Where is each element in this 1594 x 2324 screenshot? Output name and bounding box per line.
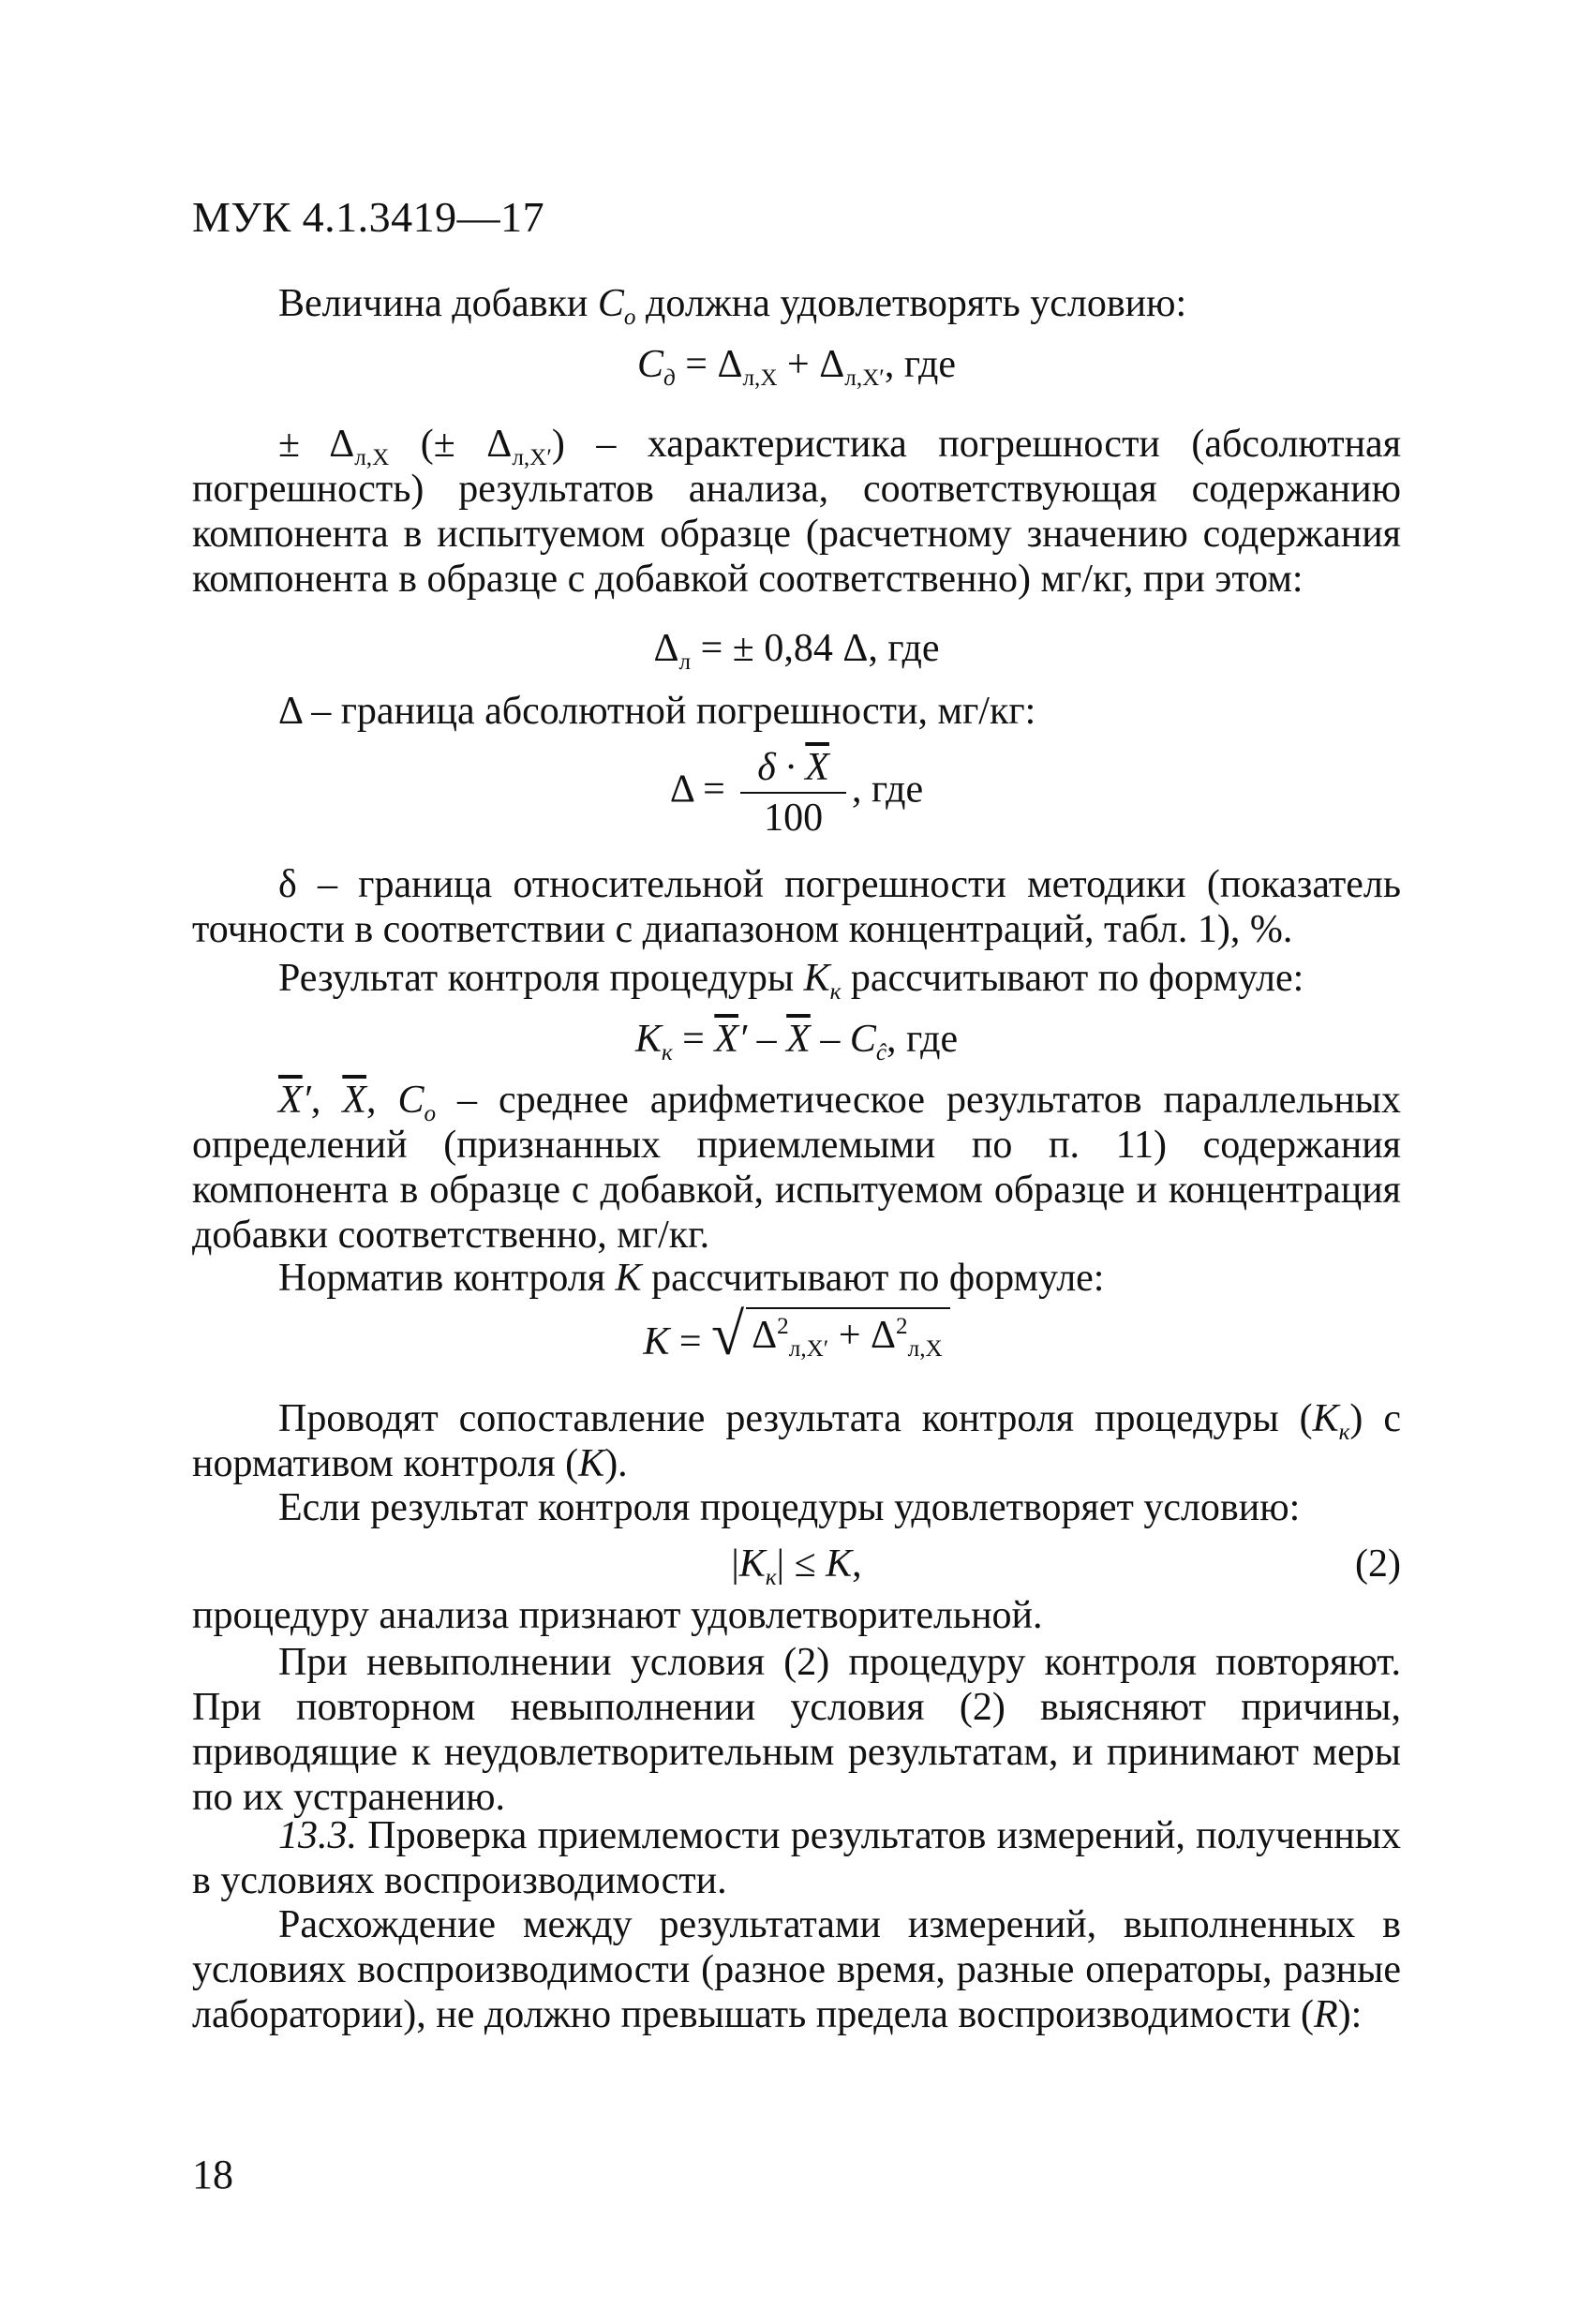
page-number: 18: [192, 2152, 233, 2197]
paragraph-satisfactory: процедуру анализа признают удовлетворительной.: [192, 1594, 1043, 1637]
paragraph-mean-definition: $\overline{X}'$, $\overline{X}$, $C_o$ – среднее арифметическое результатов параллельных определений (признанных приемлемыми по п. 11) содержания компонента в образце с добавкой, испытуемом образце и концентрация добавки соответственно, мг/кг.: [192, 1079, 1402, 1257]
paragraph-control-result: Результат контроля процедуры $K_к$ рассчитывают по формуле:: [278, 957, 1304, 1005]
formula-control-result: $K_к = \overline{X}' - \overline{X} - C_ĉ$, где: [634, 1018, 959, 1065]
formula-addition: $C_д = \Delta_{л,X} + \Delta_{л,X'}$, где: [637, 343, 956, 391]
paragraph-comparison: Проводят сопоставление результата контроля процедуры $(K_к)$ с нормативом контроля (K).: [192, 1397, 1401, 1485]
formula-control-norm: K = √ $\Delta^2_{л,X'} + \Delta^2_{л,X}$: [192, 1307, 1401, 1364]
paragraph-repeat-control: При невыполнении условия (2) процедуру контроля повторяют. При повторном невыполнении условия (2) выясняют причины, приводящие к неудовлетворительным результатам, и принимают меры по их устранению.: [192, 1641, 1401, 1819]
section-number: 13.3.: [278, 1814, 357, 1857]
paragraph-condition: Если результат контроля процедуры удовлетворяет условию:: [278, 1486, 1301, 1529]
formula-condition-2: $|K_к| \le K$, (2): [731, 1542, 1401, 1590]
paragraph-absolute-error: Δ – граница абсолютной погрешности, мг/кг:: [278, 690, 1036, 733]
document-code-header: МУК 4.1.3419—17: [192, 193, 545, 241]
fraction: $\frac{\delta \cdot \overline{X}}{100}$: [740, 745, 846, 841]
paragraph-addition-condition: Величина добавки $C_o$ должна удовлетворять условию:: [278, 282, 1187, 330]
paragraph-relative-error: δ – граница относительной погрешности методики (показатель точности в соответствии с диапазоном концентраций, табл. 1), %.: [192, 863, 1401, 951]
square-root: √ $\Delta^2_{л,X'} + \Delta^2_{л,X}$: [711, 1307, 950, 1358]
paragraph-control-norm: Норматив контроля K рассчитывают по формуле:: [278, 1257, 1105, 1300]
formula-delta-fraction: Δ = $\frac{\delta \cdot \overline{X}}{100}$ , где: [669, 746, 924, 840]
paragraph-section-13-3: 13.3. Проверка приемлемости результатов измерений, полученных в условиях воспроизводимости.: [192, 1814, 1401, 1902]
equation-number: (2): [1355, 1542, 1401, 1586]
formula-delta-l: $\Delta_л$ = ± 0,84 Δ, где: [653, 627, 940, 675]
paragraph-reproducibility: Расхождение между результатами измерений, выполненных в условиях воспроизводимости (разное время, разные операторы, разные лаборатории), не должно превышать предела воспроизводимости (R):: [192, 1903, 1401, 2036]
paragraph-error-characteristic: ± $\Delta_{л,X}$ (± $\Delta_{л,X'}$) – характеристика погрешности (абсолютная погрешность) результатов анализа, соответствующая содержанию компонента в испытуемом образце (расчетному значению содержания компонента в образце с добавкой соответственно) мг/кг, при этом:: [192, 423, 1402, 601]
